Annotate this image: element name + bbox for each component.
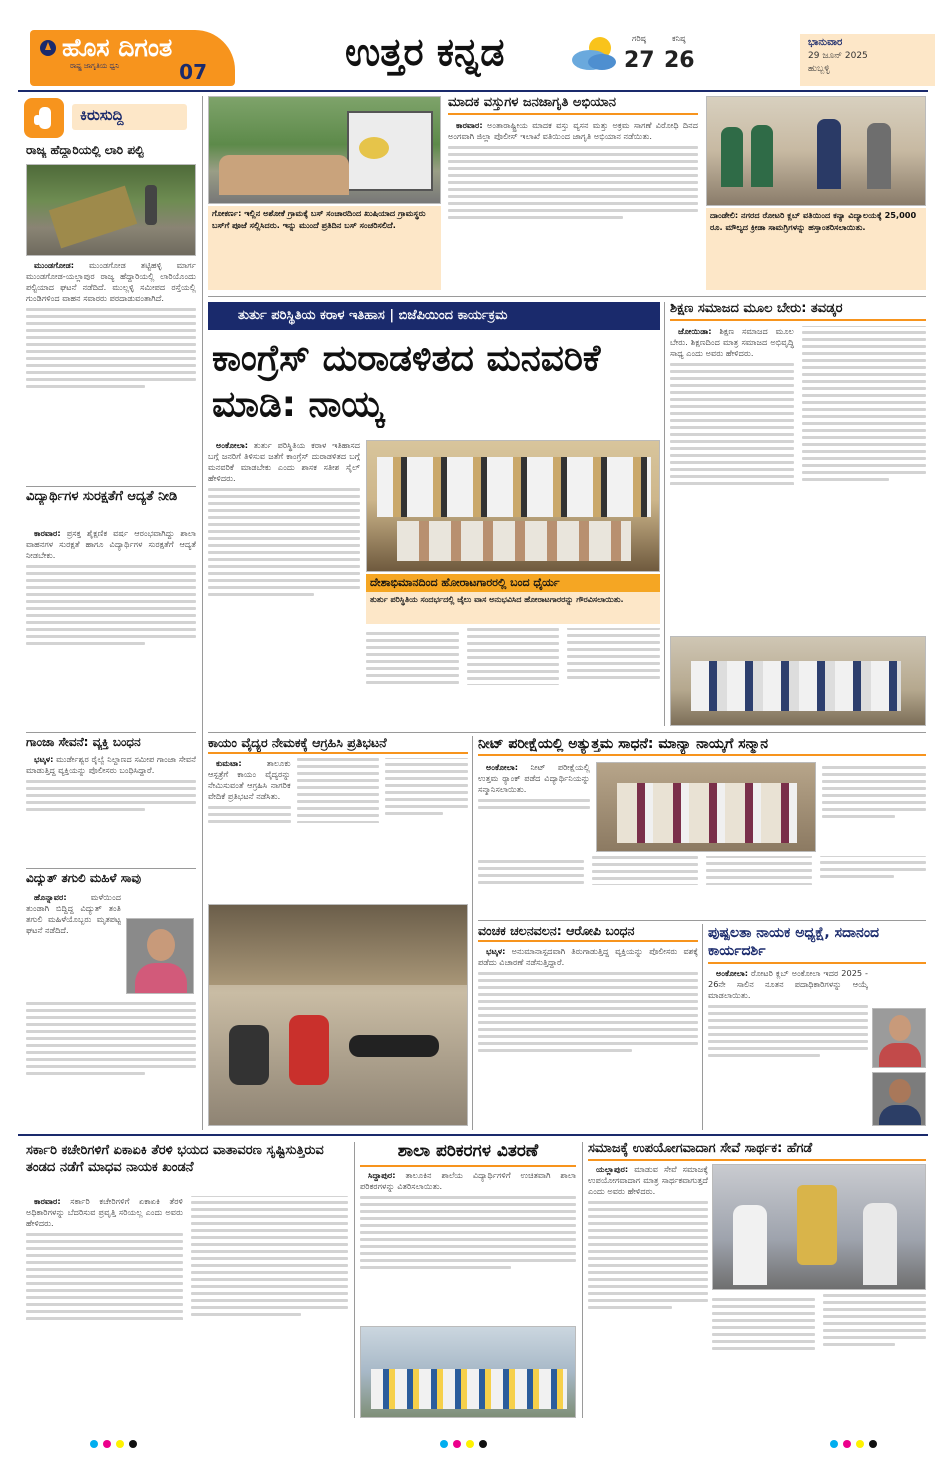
masthead <box>0 0 945 92</box>
hand-icon <box>30 103 60 133</box>
brand-name: ಹೊಸ ದಿಗಂತ <box>62 33 173 62</box>
ganja-headline: ಗಾಂಜಾ ಸೇವನೆ: ವ್ಯಕ್ತಿ ಬಂಧನ <box>26 736 141 749</box>
electric-more <box>26 998 196 1120</box>
pushpalatha-body <box>708 968 868 1126</box>
min-temp-label: ಕನಿಷ್ಠ <box>672 34 686 43</box>
govoffice-headline: ಸರ್ಕಾರಿ ಕಚೇರಿಗಳಿಗೆ ಏಕಾಏಕಿ ತೆರಳಿ ಭಯದ ವಾತಾವರಣ ಸೃಷ್ಟಿಸುತ್ತಿರುವ ತಂಡದ ನಡೆಗೆ ಮಾಧವ ನಾಯಕ ಖಂಡನೆ <box>26 1143 324 1175</box>
lead-headline: ಕಾಂಗ್ರೆಸ್ ದುರಾಡಳಿತದ ಮನವರಿಕೆ ಮಾಡಿ: ನಾಯ್ಕ <box>212 338 601 425</box>
arrest-headline: ವಂಚಕ ಚಲನವಲನ: ಆರೋಪಿ ಬಂಧನ <box>478 924 698 942</box>
lorry-photo <box>26 164 196 256</box>
dandeli-caption: ದಾಂಡೇಲಿ: ನಗರದ ರೋಟರಿ ಕ್ಲಬ್ ವತಿಯಿಂದ ಕನ್ಯಾ ವಿದ್ಯಾಲಯಕ್ಕೆ 25,000 ರೂ. ಮೌಲ್ಯದ ಕ್ರೀಡಾ ಸಾಮಗ್ರಿಗಳನ್ನು ಹಸ್ತಾಂತರಿಸಲಾಯಿತು. <box>706 208 926 290</box>
page-number: 07 <box>179 60 207 84</box>
day-name: ಭಾನುವಾರ <box>808 37 843 48</box>
secretary-portrait <box>872 1072 926 1126</box>
education-text: ಶಿಕ್ಷಣ ಸಮಾಜದ ಮೂಲ ಬೇರು. ಶಿಕ್ಷಣದಿಂದ ಮಾತ್ರ ಸಮಾಜದ ಅಭಿವೃದ್ಧಿ ಸಾಧ್ಯ ಎಂದು ಅವರು ಹೇಳಿದರು. <box>670 326 794 358</box>
weather-cloud-sun-icon <box>568 32 622 76</box>
registration-marks-center <box>440 1440 487 1448</box>
drug-body <box>448 120 698 290</box>
doctors-dateline: ಕುಮಟಾ: <box>216 758 242 768</box>
pushpalatha-headline: ಪುಷ್ಪಲತಾ ನಾಯಕ ಅಧ್ಯಕ್ಷೆ, ಸದಾನಂದ ಕಾರ್ಯದರ್ಶಿ <box>708 924 926 964</box>
schoolkit-text: ತಾಲೂಕಿನ ಶಾಲೆಯ ವಿದ್ಯಾರ್ಥಿಗಳಿಗೆ ಉಚಿತವಾಗಿ ಶಾಲಾ ಪರಿಕರಗಳನ್ನು ವಿತರಿಸಲಾಯಿತು. <box>360 1170 576 1191</box>
min-temp: 26 <box>664 48 695 73</box>
lorry-text: ಮುಂಡಗೋಡ ತಟ್ಟಿಹಳ್ಳಿ ಮಾರ್ಗ ಮುಂಡಗೋಡ-ಯಲ್ಲಾಪುರ ರಾಜ್ಯ ಹೆದ್ದಾರಿಯಲ್ಲಿ ಲಾರಿಯೊಂದು ಪಲ್ಟಿಯಾದ ಘಟನೆ ನಡೆದಿದೆ. ಮುಲ್ಲಳ್ಳಿ ಸಮೀಪದ ರಸ್ತೆಯಲ್ಲಿ ಗುಂಡಿಗಳಿಂದ ವಾಹನ ಸವಾರರು ಪರದಾಡುವಂತಾಗಿದೆ. <box>26 260 196 303</box>
electric-body <box>26 892 121 972</box>
neet-text: ನೀಟ್ ಪರೀಕ್ಷೆಯಲ್ಲಿ ಉತ್ತಮ ರ್‍ಯಾಂಕ್ ಪಡೆದ ವಿದ್ಯಾರ್ಥಿನಿಯನ್ನು ಸನ್ಮಾನಿಸಲಾಯಿತು. <box>478 762 590 794</box>
date: 29 ಜೂನ್ 2025 <box>808 51 868 61</box>
service-body <box>588 1164 708 1418</box>
service-dateline: ಯಲ್ಲಾಪುರ: <box>596 1164 629 1174</box>
education-dateline: ಜೋಯಿಡಾ: <box>678 326 712 336</box>
city: ಹುಬ್ಬಳ್ಳಿ <box>808 64 830 74</box>
lamp-icon <box>38 38 58 58</box>
kirusuddi-badge <box>22 96 192 138</box>
drug-headline: ಮಾದಕ ವಸ್ತುಗಳ ಜನಜಾಗೃತಿ ಅಭಿಯಾನ <box>448 96 698 115</box>
lead-quote-text: ತುರ್ತು ಪರಿಸ್ಥಿತಿಯ ಸಂದರ್ಭದಲ್ಲಿ ಜೈಲು ವಾಸ ಅನುಭವಿಸಿದ ಹೋರಾಟಗಾರರನ್ನು ಗೌರವಿಸಲಾಯಿತು. <box>370 595 624 604</box>
students-body <box>26 528 196 728</box>
govoffice-body <box>26 1196 348 1416</box>
ganja-body <box>26 754 196 864</box>
lead-body <box>208 440 360 726</box>
doctors-photo <box>208 904 468 1126</box>
students-dateline: ಕಾರವಾರ: <box>34 528 61 538</box>
education-headline: ಶಿಕ್ಷಣ ಸಮಾಜದ ಮೂಲ ಬೇರು: ತವಡ್ಕರ <box>670 302 926 321</box>
max-temp-label: ಗರಿಷ್ಠ <box>632 34 646 43</box>
schoolkit-body <box>360 1170 576 1320</box>
schoolkit-dateline: ಸಿದ್ದಾಪುರ: <box>368 1170 396 1180</box>
arrest-text: ಅನುಮಾನಾಸ್ಪದವಾಗಿ ತಿರುಗಾಡುತ್ತಿದ್ದ ವ್ಯಕ್ತಿಯನ್ನು ಪೊಲೀಸರು ವಶಕ್ಕೆ ಪಡೆದು ವಿಚಾರಣೆ ನಡೆಸುತ್ತಿದ್ದಾರೆ. <box>478 946 698 967</box>
neet-headline: ನೀಟ್ ಪರೀಕ್ಷೆಯಲ್ಲಿ ಅತ್ಯುತ್ತಮ ಸಾಧನೆ: ಮಾನ್ಯಾ ನಾಯ್ಕಗೆ ಸನ್ಮಾನ <box>478 736 926 756</box>
bus-photo <box>208 96 441 204</box>
lead-text: ತುರ್ತು ಪರಿಸ್ಥಿತಿಯ ಕರಾಳ ಇತಿಹಾಸದ ಬಗ್ಗೆ ಜನರಿಗೆ ತಿಳಿಸುವ ಜತೆಗೆ ಕಾಂಗ್ರೆಸ್ ದುರಾಡಳಿತದ ಬಗ್ಗೆ ಮನವರಿಕೆ ಮಾಡಬೇಕು ಎಂದು ಶಾಸಕ ಸತೀಶ ಸೈಲ್ ಹೇಳಿದರು. <box>208 440 360 483</box>
lorry-dateline: ಮುಂಡಗೋಡ: <box>34 260 75 270</box>
electric-text: ಮಳೆಯಿಂದ ತುಂಡಾಗಿ ಬಿದ್ದಿದ್ದ ವಿದ್ಯುತ್ ತಂತಿ ತಗುಲಿ ಮಹಿಳೆಯೊಬ್ಬರು ಮೃತಪಟ್ಟ ಘಟನೆ ನಡೆದಿದೆ. <box>26 892 121 935</box>
neet-dateline: ಅಂಕೋಲಾ: <box>486 762 519 772</box>
president-portrait <box>872 1008 926 1068</box>
lorry-headline: ರಾಜ್ಯ ಹೆದ್ದಾರಿಯಲ್ಲಿ ಲಾರಿ ಪಲ್ಟಿ <box>26 144 144 157</box>
masthead-divider <box>18 90 928 92</box>
max-temp: 27 <box>624 48 655 73</box>
lead-body-2 <box>366 628 660 726</box>
schoolkit-photo <box>360 1326 576 1418</box>
govoffice-dateline: ಕಾರವಾರ: <box>34 1196 61 1206</box>
arrest-dateline: ಭಟ್ಕಳ: <box>486 946 506 956</box>
govoffice-text: ಸರ್ಕಾರಿ ಕಚೇರಿಗಳಿಗೆ ಏಕಾಏಕಿ ತೆರಳಿ ಅಧಿಕಾರಿಗಳನ್ನು ಬೆದರಿಸುವ ಪ್ರವೃತ್ತಿ ಸರಿಯಲ್ಲ ಎಂದು ಅವರು ಹೇಳಿದರು. <box>26 1196 183 1228</box>
date-block <box>800 34 935 86</box>
doctors-body <box>208 758 468 898</box>
drug-dateline: ಕಾರವಾರ: <box>456 120 483 130</box>
neet-body-3 <box>478 856 926 916</box>
electric-headline: ವಿದ್ಯುತ್ ತಗುಲಿ ಮಹಿಳೆ ಸಾವು <box>26 872 142 885</box>
doctors-headline: ಕಾಯಂ ವೈದ್ಯರ ನೇಮಕಕ್ಕೆ ಆಗ್ರಹಿಸಿ ಪ್ರತಿಭಟನೆ <box>208 736 468 754</box>
arrest-body <box>478 946 698 1126</box>
ganja-text: ಮುರ್ಡೇಶ್ವರ ರೈಲ್ವೆ ನಿಲ್ದಾಣದ ಸಮೀಪ ಗಾಂಜಾ ಸೇವನೆ ಮಾಡುತ್ತಿದ್ದ ವ್ಯಕ್ತಿಯನ್ನು ಪೊಲೀಸರು ಬಂಧಿಸಿದ್ದಾರೆ. <box>26 754 196 775</box>
registration-marks-left <box>90 1440 137 1448</box>
neet-body <box>478 762 590 848</box>
service-photo <box>712 1164 926 1290</box>
doctors-text: ತಾಲೂಕು ಆಸ್ಪತ್ರೆಗೆ ಕಾಯಂ ವೈದ್ಯರನ್ನು ನೇಮಿಸುವಂತೆ ಆಗ್ರಹಿಸಿ ನಾಗರಿಕ ವೇದಿಕೆ ಪ್ರತಿಭಟನೆ ನಡೆಸಿತು. <box>208 758 291 801</box>
brand-logo <box>30 30 235 86</box>
students-headline: ವಿದ್ಯಾರ್ಥಿಗಳ ಸುರಕ್ಷತೆಗೆ ಆದ್ಯತೆ ನೀಡಿ <box>26 490 178 504</box>
lead-quote-title: ದೇಶಾಭಿಮಾನದಿಂದ ಹೋರಾಟಗಾರರಲ್ಲಿ ಬಂದ ಧೈರ್ಯ <box>366 574 660 592</box>
bus-caption: ಗೋಕರ್ಣ: ಇಲ್ಲಿನ ಅಶೋಕೆ ಗ್ರಾಮಕ್ಕೆ ಬಸ್ ಸಂಚಾರದಿಂದ ಖುಷಿಯಾದ ಗ್ರಾಮಸ್ಥರು ಬಸ್‌ಗೆ ಪೂಜೆ ಸಲ್ಲಿಸಿದರು. ಇನ್ನು ಮುಂದೆ ಪ್ರತಿದಿನ ಬಸ್ ಸಂಚರಿಸಲಿದೆ. <box>208 206 441 290</box>
lead-photo <box>366 440 660 572</box>
pushpalatha-dateline: ಅಂಕೋಲಾ: <box>716 968 749 978</box>
kirusuddi-label: ಕಿರುಸುದ್ದಿ <box>80 106 124 124</box>
lead-quote-box <box>366 574 660 624</box>
electric-dateline: ಹೊನ್ನಾವರ: <box>34 892 67 902</box>
lead-dateline: ಅಂಕೋಲಾ: <box>216 440 249 450</box>
registration-marks-right <box>830 1440 877 1448</box>
students-text: ಪ್ರಸಕ್ತ ಶೈಕ್ಷಣಿಕ ವರ್ಷ ಆರಂಭವಾಗಿದ್ದು ಶಾಲಾ ವಾಹನಗಳ ಸುರಕ್ಷತೆ ಹಾಗೂ ವಿದ್ಯಾರ್ಥಿಗಳ ಸುರಕ್ಷತೆಗೆ ಆದ್ಯತೆ ನೀಡಬೇಕು. <box>26 528 196 560</box>
pushpalatha-text: ರೋಟರಿ ಕ್ಲಬ್ ಅಂಕೋಲಾ ಇದರ 2025 - 26ನೇ ಸಾಲಿನ ನೂತನ ಪದಾಧಿಕಾರಿಗಳನ್ನು ಆಯ್ಕೆ ಮಾಡಲಾಯಿತು. <box>708 968 868 1000</box>
service-headline: ಸಮಾಜಕ್ಕೆ ಉಪಯೋಗವಾದಾಗ ಸೇವೆ ಸಾರ್ಥಕ: ಹೆಗಡೆ <box>588 1142 926 1161</box>
neet-photo <box>596 762 816 852</box>
neet-body-2 <box>822 762 926 858</box>
schoolkit-headline: ಶಾಲಾ ಪರಿಕರಗಳ ವಿತರಣೆ <box>360 1142 576 1167</box>
drug-text: ಅಂತಾರಾಷ್ಟ್ರೀಯ ಮಾದಕ ವಸ್ತು ವ್ಯಸನ ಮತ್ತು ಅಕ್ರಮ ಸಾಗಣೆ ವಿರೋಧಿ ದಿನದ ಅಂಗವಾಗಿ ಜಿಲ್ಲಾ ಪೊಲೀಸ್ ಇಲಾಖೆ ವತಿಯಿಂದ ಜಾಗೃತಿ ಅಭಿಯಾನ ನಡೆಯಿತು. <box>448 120 698 141</box>
brand-tagline: ರಾಷ್ಟ್ರ ಜಾಗೃತಿಯ ಧ್ವನಿ <box>70 62 120 70</box>
dandeli-photo <box>706 96 926 206</box>
service-text: ಮಾಡುವ ಸೇವೆ ಸಮಾಜಕ್ಕೆ ಉಪಯೋಗವಾದಾಗ ಮಾತ್ರ ಸಾರ್ಥಕವಾಗುತ್ತದೆ ಎಂದು ಅವರು ಹೇಳಿದರು. <box>588 1164 708 1196</box>
victim-portrait <box>126 918 194 994</box>
section-title: ಉತ್ತರ ಕನ್ನಡ <box>345 30 505 74</box>
lead-kicker: ತುರ್ತು ಪರಿಸ್ಥಿತಿಯ ಕರಾಳ ಇತಿಹಾಸ | ಬಿಜೆಪಿಯಿಂದ ಕಾರ್ಯಕ್ರಮ <box>208 302 660 330</box>
lorry-body <box>26 260 196 480</box>
education-photo <box>670 636 926 726</box>
education-body <box>670 326 926 630</box>
service-body-2 <box>712 1294 926 1418</box>
ganja-dateline: ಭಟ್ಕಳ: <box>34 754 54 764</box>
